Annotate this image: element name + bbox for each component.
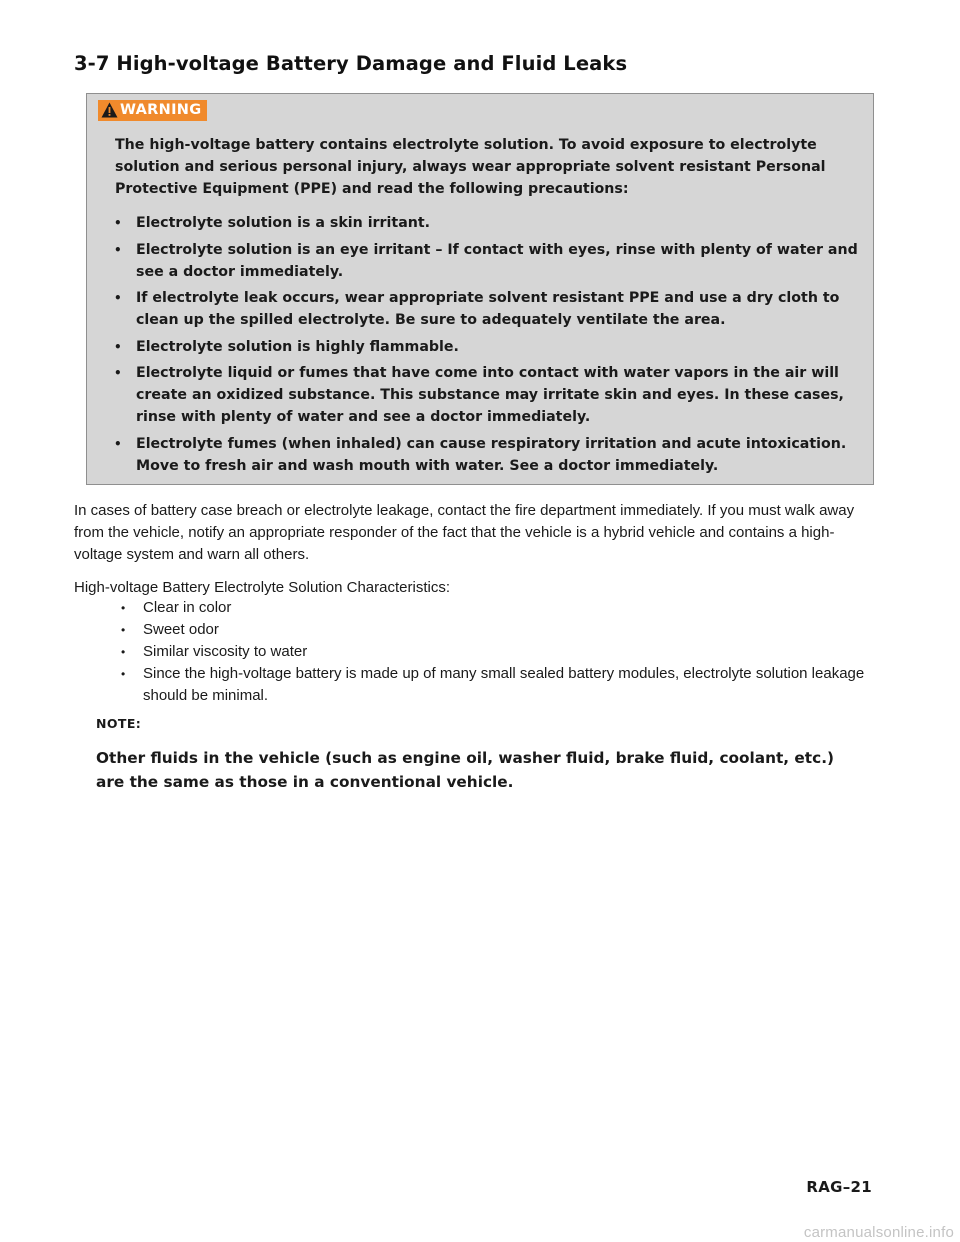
warning-item: • Electrolyte solution is highly flammable. [111, 336, 861, 358]
page-number: RAG–21 [806, 1178, 872, 1196]
note-label: NOTE: [96, 716, 142, 731]
warning-item: • Electrolyte fumes (when inhaled) can cause respiratory irritation and acute intoxication. Move to fresh air and wash mouth with water. See a doctor immediately. [111, 433, 861, 477]
warning-label-text: WARNING [120, 102, 202, 118]
warning-triangle-icon [101, 102, 118, 118]
characteristics-list [118, 597, 878, 707]
body-paragraph: In cases of battery case breach or electrolyte leakage, contact the fire department immediately. If you must walk away from the vehicle, notify an appropriate responder of the fact that the vehicle is a hybrid vehicle and contains a high-voltage system and warn all others. [74, 502, 855, 563]
characteristic-item: • Similar viscosity to water [118, 641, 878, 663]
warning-intro: The high-voltage battery contains electrolyte solution. To avoid exposure to electrolyte solution and serious personal injury, always wear appropriate solvent resistant Personal Protective Equipment (PPE) and read the following precautions: [115, 137, 826, 197]
warning-item: • If electrolyte leak occurs, wear appropriate solvent resistant PPE and use a dry cloth to clean up the spilled electrolyte. Be sure to adequately ventilate the area. [111, 287, 861, 331]
warning-list [111, 212, 861, 481]
watermark: carmanualsonline.info [803, 1224, 954, 1241]
warning-box [86, 93, 874, 485]
warning-item: • Electrolyte liquid or fumes that have come into contact with water vapors in the air will create an oxidized substance. This substance may irritate skin and eyes. In these cases, rinse with plenty of water and see a doctor immediately. [111, 362, 861, 428]
characteristic-item: • Clear in color [118, 597, 878, 619]
warning-item: • Electrolyte solution is an eye irritant – If contact with eyes, rinse with plenty of water and see a doctor immediately. [111, 239, 861, 283]
characteristics-heading: High-voltage Battery Electrolyte Solution Characteristics: [74, 579, 450, 596]
note-text: Other fluids in the vehicle (such as engine oil, washer fluid, brake fluid, coolant, etc.) are the same as those in a conventional vehicle. [96, 749, 834, 791]
warning-item: • Electrolyte solution is a skin irritant. [111, 212, 861, 234]
section-title: 3-7 High-voltage Battery Damage and Fluid Leaks [74, 52, 628, 75]
characteristic-item: • Since the high-voltage battery is made up of many small sealed battery modules, electrolyte solution leakage should be minimal. [118, 663, 878, 707]
characteristic-item: • Sweet odor [118, 619, 878, 641]
warning-label [98, 100, 207, 121]
